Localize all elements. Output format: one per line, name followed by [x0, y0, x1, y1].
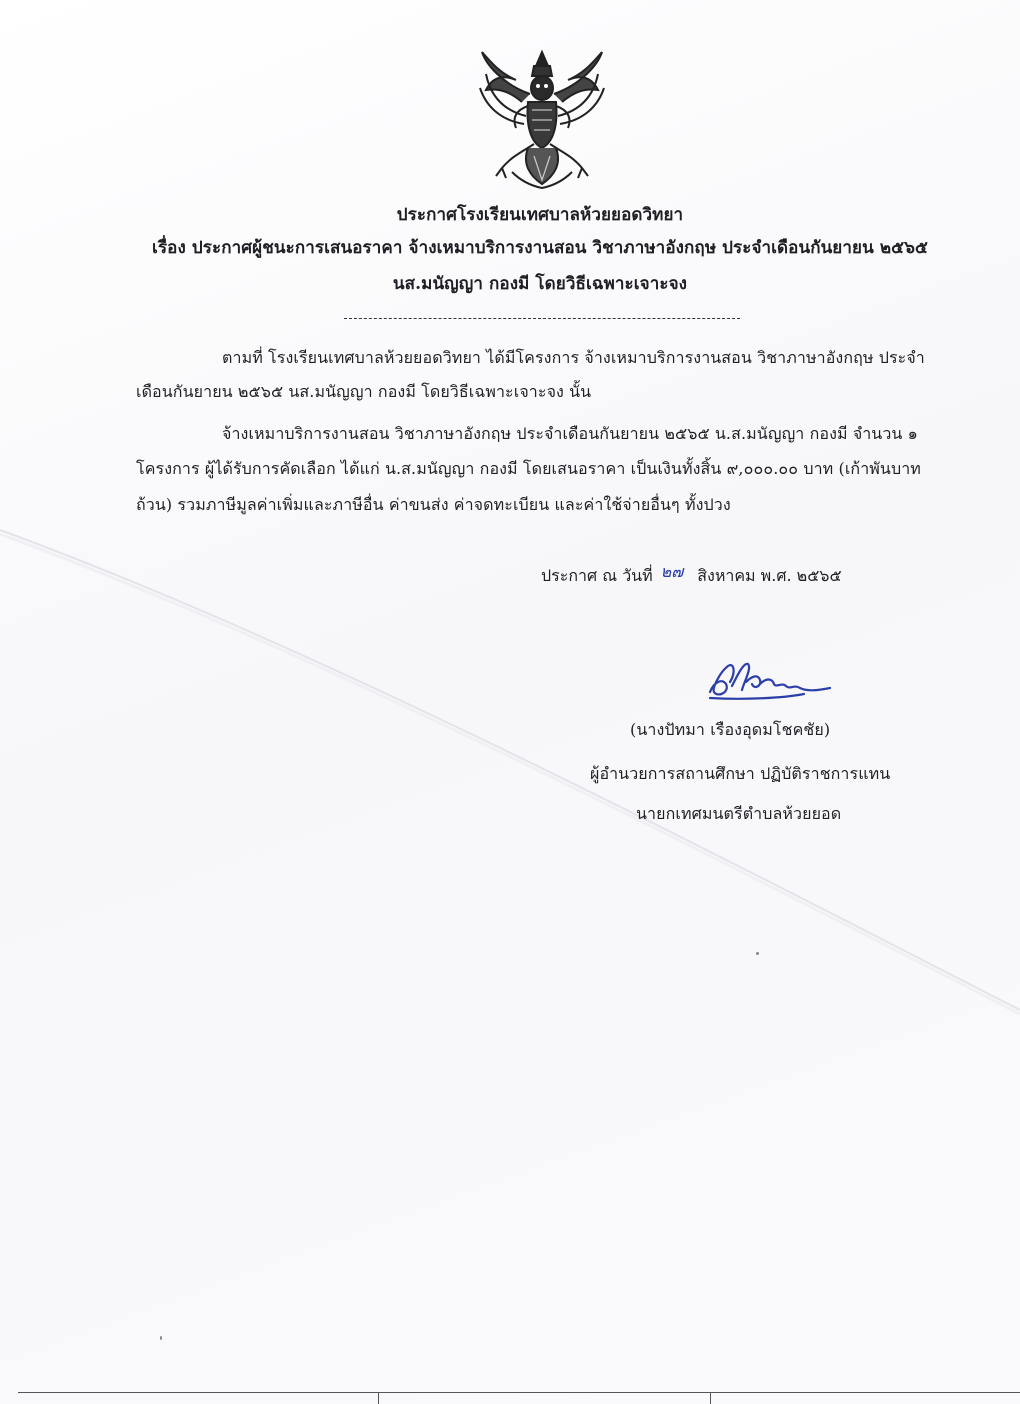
signatory-name: (นางปัทมา เรืองอุดมโชคชัย)	[630, 720, 831, 739]
date-day-handwritten: ๒๗	[660, 562, 684, 581]
body-paragraph2-line3: ถ้วน) รวมภาษีมูลค่าเพิ่มและภาษีอื่น ค่าขนส่ง ค่าจดทะเบียน และค่าใช้จ่ายอื่นๆ ทั้งปวง	[136, 495, 731, 514]
date-month-year: สิงหาคม พ.ศ. ๒๕๖๕	[697, 566, 842, 585]
body-paragraph2-line2: โครงการ ผู้ได้รับการคัดเลือก ได้แก่ น.ส.มนัญญา กองมี โดยเสนอราคา เป็นเงินทั้งสิ้น ๙,๐๐๐.๐๐ บาท (เก้าพันบาท	[136, 459, 921, 478]
document-title: ประกาศโรงเรียนเทศบาลห้วยยอดวิทยา	[396, 205, 684, 225]
announcement-date	[541, 564, 842, 589]
document-subject: เรื่อง ประกาศผู้ชนะการเสนอราคา จ้างเหมาบริการงานสอน วิชาภาษาอังกฤษ ประจำเดือนกันยายน ๒๕๖๕	[152, 238, 928, 258]
date-prefix: ประกาศ ณ วันที่	[541, 566, 653, 585]
document-subject-line2: นส.มนัญญา กองมี โดยวิธีเฉพาะเจาะจง	[392, 274, 688, 294]
scan-edge-mark	[378, 1392, 379, 1404]
garuda-emblem-icon	[472, 44, 612, 190]
signatory-title-acting-for: นายกเทศมนตรีตำบลห้วยยอด	[636, 804, 842, 823]
signatory-title: ผู้อำนวยการสถานศึกษา ปฏิบัติราชการแทน	[590, 764, 891, 783]
paper-speck	[756, 952, 759, 955]
body-paragraph1-line2: เดือนกันยายน ๒๕๖๕ นส.มนัญญา กองมี โดยวิธีเฉพาะเจาะจง นั้น	[136, 382, 592, 401]
scan-bottom-edge	[18, 1392, 1020, 1393]
scan-edge-mark	[710, 1392, 711, 1404]
body-paragraph1-line1: ตามที่ โรงเรียนเทศบาลห้วยยอดวิทยา ได้มีโครงการ จ้างเหมาบริการงานสอน วิชาภาษาอังกฤษ ประจำ	[222, 348, 925, 367]
body-paragraph2-line1: จ้างเหมาบริการงานสอน วิชาภาษาอังกฤษ ประจำเดือนกันยายน ๒๕๖๕ น.ส.มนัญญา กองมี จำนวน ๑	[222, 424, 918, 443]
handwritten-signature	[704, 652, 834, 710]
paper-speck	[160, 1336, 162, 1340]
divider-line	[344, 318, 740, 319]
